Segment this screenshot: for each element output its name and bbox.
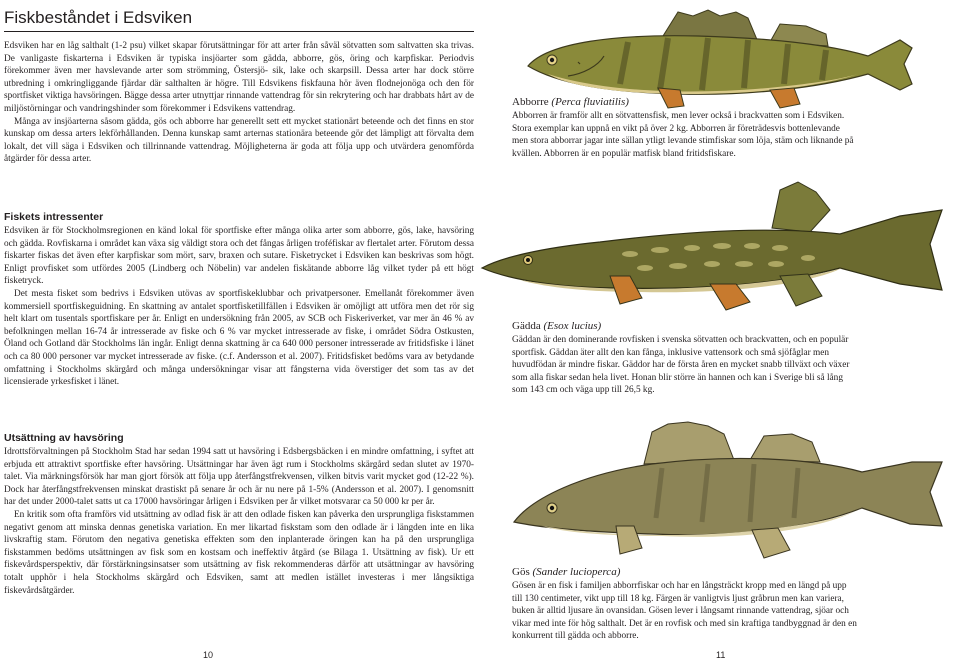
pike-heading: Gädda (Esox lucius) xyxy=(512,320,602,332)
pike-dorsal-fin xyxy=(772,182,830,232)
pike-description: Gäddan är den dominerande rovfisken i svenska sötvatten och brackvatten, och en populär sportfisk. Gäddan äter allt den kan fånga, inklusive vattensork och små sjöfåglar men huvudfödan är mindre fiskar. Gäddor har de första åren en mycket snabb tillväxt och växer som alla fiskar sedan hela livet. Honan blir större än hannen och kan i Sverige bli så lång som 143 cm och väga upp till 26,5 kg. xyxy=(512,335,850,396)
pike-illustration xyxy=(480,180,950,320)
page-number-left: 10 xyxy=(203,650,214,660)
zander-first-dorsal-fin xyxy=(644,422,734,464)
stocking-paragraph-2: En kritik som ofta framförs vid utsättning av odlad fisk är att den odlade fisken kan påverka den ursprungliga fiskstammen negativt genom att minska dennas genetiska variation. En mer likartad fiskstam som den odlade är i längden inte en lika livskraftig stam. Förutom den negativa genetiska effekten som den inplanterade öringen kan ha på den ursprungliga fiskstammen bedöms utsättningen av fisk som en kostsam och ineffektiv åtgärd (se Bilaga 1. Utsättning av fisk). Ur ett fiskevårdsperspektiv, där förstärkningsinsatser som utsättning av fisk rekommenderas därför att utsättningar av havsöring totalt upphör i hela Stockholms skärgård och Edsviken, samt att medlen istället investeras i mer långsiktiga fiskevårdsåtgärder. xyxy=(4,509,474,596)
zander-body xyxy=(514,458,942,534)
zander-anal-fin xyxy=(752,528,790,558)
stocking-section xyxy=(4,432,474,597)
interests-paragraph-2: Det mesta fisket som bedrivs i Edsviken utövas av sportfiskeklubbar och privatpersoner. Emellanåt förekommer även kommersiell sportfiskeguidning. En skattning av antalet sportfisketillfällen i Edsviken är omöjligt att utföra men det rör sig helt klart om tusentals sportfiskare per år. Enligt en undersökning från 2005, av SCB och Fiskeriverket, var mer än 46 % av befolkningen mellan 16-74 år intresserade av fiske och 6 % var mycket intresserade av fiske, i området Södra Ostkusten, Öland och Gotland där Stockholms län ingår. Enligt denna skattning är ca 640 000 personer intresserade av fritidsfiske i länet och ca 80 000 personer var mycket intresserade av fiske. (c.f. Andersson et al. 2007). Fritidsfisket bedöms vara av betydande omfattning i Stockholms skärgård och många undersökningar visar att fångsterna vida överstiger det som tas av det licensierade yrkesfisket i länet. xyxy=(4,288,474,388)
perch-heading: Abborre (Perca fluviatilis) xyxy=(512,96,629,108)
zander-description: Gösen är en fisk i familjen abborrfiskar och har en långsträckt kropp med en längd på upp till 130 centimeter, vikt upp till 18 kg. Färgen är vanligtvis ljust gråbrun men kan variera, buken är alltid ljusare än ovansidan. Gösen lever i långsamt rinnande vattendrag, sjöar och vikar med inte för hög salthalt. Det är en rovfisk och med sin kraftiga tandbyggnad är den en konkurrent till gädda och abborre. xyxy=(512,581,857,642)
intro-section xyxy=(4,40,474,166)
page-title: Fiskbeståndet i Edsviken xyxy=(4,8,474,32)
pike-anal-fin xyxy=(780,274,822,306)
intro-paragraph-1: Edsviken har en låg salthalt (1-2 psu) vilket skapar förutsättningar för att arter från såväl sötvatten som saltvatten ska trivas. De vanligaste fiskarterna i Edsviken är typiska insjöarter som gädda, abborre, gös, öring och karpfiskar. Periodvis förekommer även mer havslevande arter som strömming, Östersjö- sik, lake och skarpsill. Dessa arter har dock större utbredning i omkringliggande fjärdar där salthalten är högre. Till Edsvikens fiskfauna hör även flodnejonöga och den för sportfisket viktiga havsöringen. Bägge dessa arter utnyttjar rinnande vattendrag för sin rekrytering och har drabbats hårt av de miljöstörningar och vandringshinder som förekommer i Edsvikens vattendrag. xyxy=(4,41,474,114)
species-zander xyxy=(512,566,857,643)
intro-paragraph-2: Många av insjöarterna såsom gädda, gös och abborre har generellt sett ett mycket stationärt beteende och det finns en stor kunskap om dessa arters lekförhållanden. Denna kunskap samt arternas stationära beteende gör det lämpligt att förvalta dem lokalt, det vill säga i Edsviken och tillrinnande vattendrag. Möjligheterna är goda att följa upp och utvärdera genomförda åtgärder för dessa arter. xyxy=(4,116,474,165)
pike-body xyxy=(482,210,942,290)
stocking-paragraph-1: Idrottsförvaltningen på Stockholm Stad har sedan 1994 satt ut havsöring i Edsbergsbäcken i en mindre omfattning, i syftet att erbjuda ett attraktivt sportfiske efter havsöring. Utsättningar har även ägt rum i Stockholms skärgård sedan slutet av 1970-talet. Via märkningsförsök har man gjort försök att följa upp återfångstfrekvensen, vilken bitvis varit mycket god (12-22 %). Dock har återfångstfrekvensen minskat drastiskt på senare år och är nu nere på 1-5% (Andersson et al. 2007). I genomsnitt har det under 2000-talet satts ut ca 17000 havsöringar årligen i Edsviken per år vilket motsvarar ca 50 000 kr per år. xyxy=(4,447,474,508)
interests-heading: Fiskets intressenter xyxy=(4,211,104,223)
species-pike xyxy=(512,320,857,397)
interests-section xyxy=(4,211,474,389)
zander-illustration xyxy=(512,418,952,568)
species-perch xyxy=(512,96,857,160)
zander-heading: Gös (Sander lucioperca) xyxy=(512,566,621,578)
perch-description: Abborren är framför allt en sötvattensfisk, men lever också i brackvatten som i Edsviken. Stora exemplar kan uppnå en vikt på över 2 kg. Abborren är företrädesvis bottenlevande men stora abborrar jagar inte sällan ytligt levande stimfiskar som löja, stäm och liknande på kvällen. Abborren är en populär matfisk bland fritidsfiskare. xyxy=(512,111,854,159)
page-number-right: 11 xyxy=(716,650,726,660)
interests-paragraph-1: Edsviken är för Stockholmsregionen en känd lokal för sportfiske efter många olika arter som abborre, gös, lake, havsöring och gädda. Rovfiskarna i området kan växa sig väldigt stora och det fångas årligen troféfiskar av flertalet arter. Förutom dessa fiskarter fiskas det även efter karpfiskar som mört, sarv, braxen och sutare. Fisketrycket i Edsviken kan beskrivas som högt. Enligt provfisket som utfördes 2005 (Lindberg och Nöbelin) var andelen fiskätande abborre låg vilket tyder på ett högt fisketryck. xyxy=(4,226,474,287)
zander-second-dorsal-fin xyxy=(750,434,820,462)
stocking-heading: Utsättning av havsöring xyxy=(4,432,124,444)
